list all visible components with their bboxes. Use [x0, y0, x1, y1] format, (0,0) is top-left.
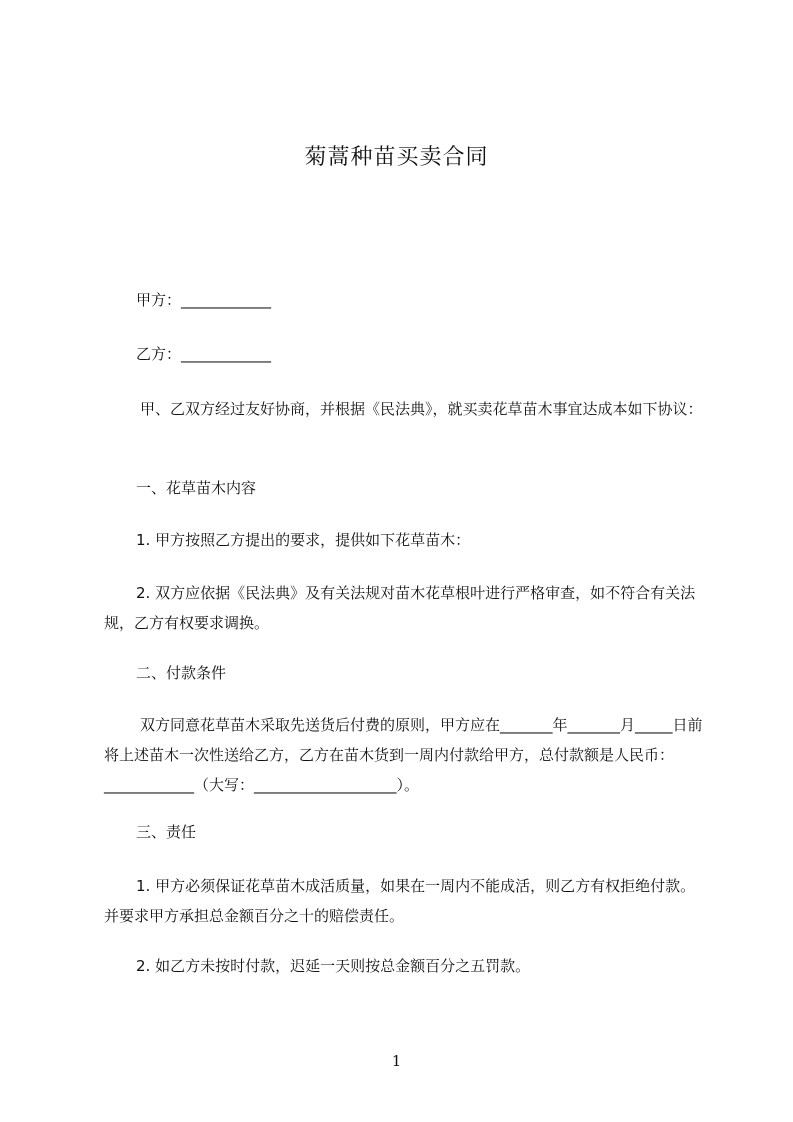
- section1-heading: 一、花草苗木内容: [136, 479, 257, 497]
- section1-item1: 1. 甲方按照乙方提出的要求，提供如下花草苗木：: [136, 531, 471, 549]
- section3-item2: 2. 如乙方未按时付款，迟延一天则按总金额百分之五罚款。: [136, 957, 531, 975]
- intro-paragraph: 甲、乙双方经过友好协商，并根据《民法典》，就买卖花草苗木事宜达成本如下协议：: [140, 400, 703, 418]
- section2-heading: 二、付款条件: [136, 664, 227, 682]
- party-a-line: 甲方：____________: [136, 291, 272, 309]
- section1-item2: 2. 双方应依据《民法典》及有关法规对苗木花草根叶进行严格审查，如不符合有关法规，乙方有权要求调换。: [104, 584, 696, 632]
- page-number: 1: [391, 1052, 402, 1070]
- section3-heading: 三、责任: [136, 823, 197, 841]
- section2-paragraph: 双方同意花草苗木采取先送货后付费的原则，甲方应在_______年_______月_____日前将上述苗木一次性送给乙方，乙方在苗木货到一周内付款给甲方，总付款额是人民币：____________（大写：___________________）。: [104, 716, 703, 794]
- party-b-line: 乙方：____________: [136, 345, 272, 363]
- document-title: 菊蒿种苗买卖合同: [304, 145, 489, 170]
- section3-item1: 1. 甲方必须保证花草苗木成活质量，如果在一周内不能成活，则乙方有权拒绝付款。并要求甲方承担总金额百分之十的赔偿责任。: [104, 877, 696, 925]
